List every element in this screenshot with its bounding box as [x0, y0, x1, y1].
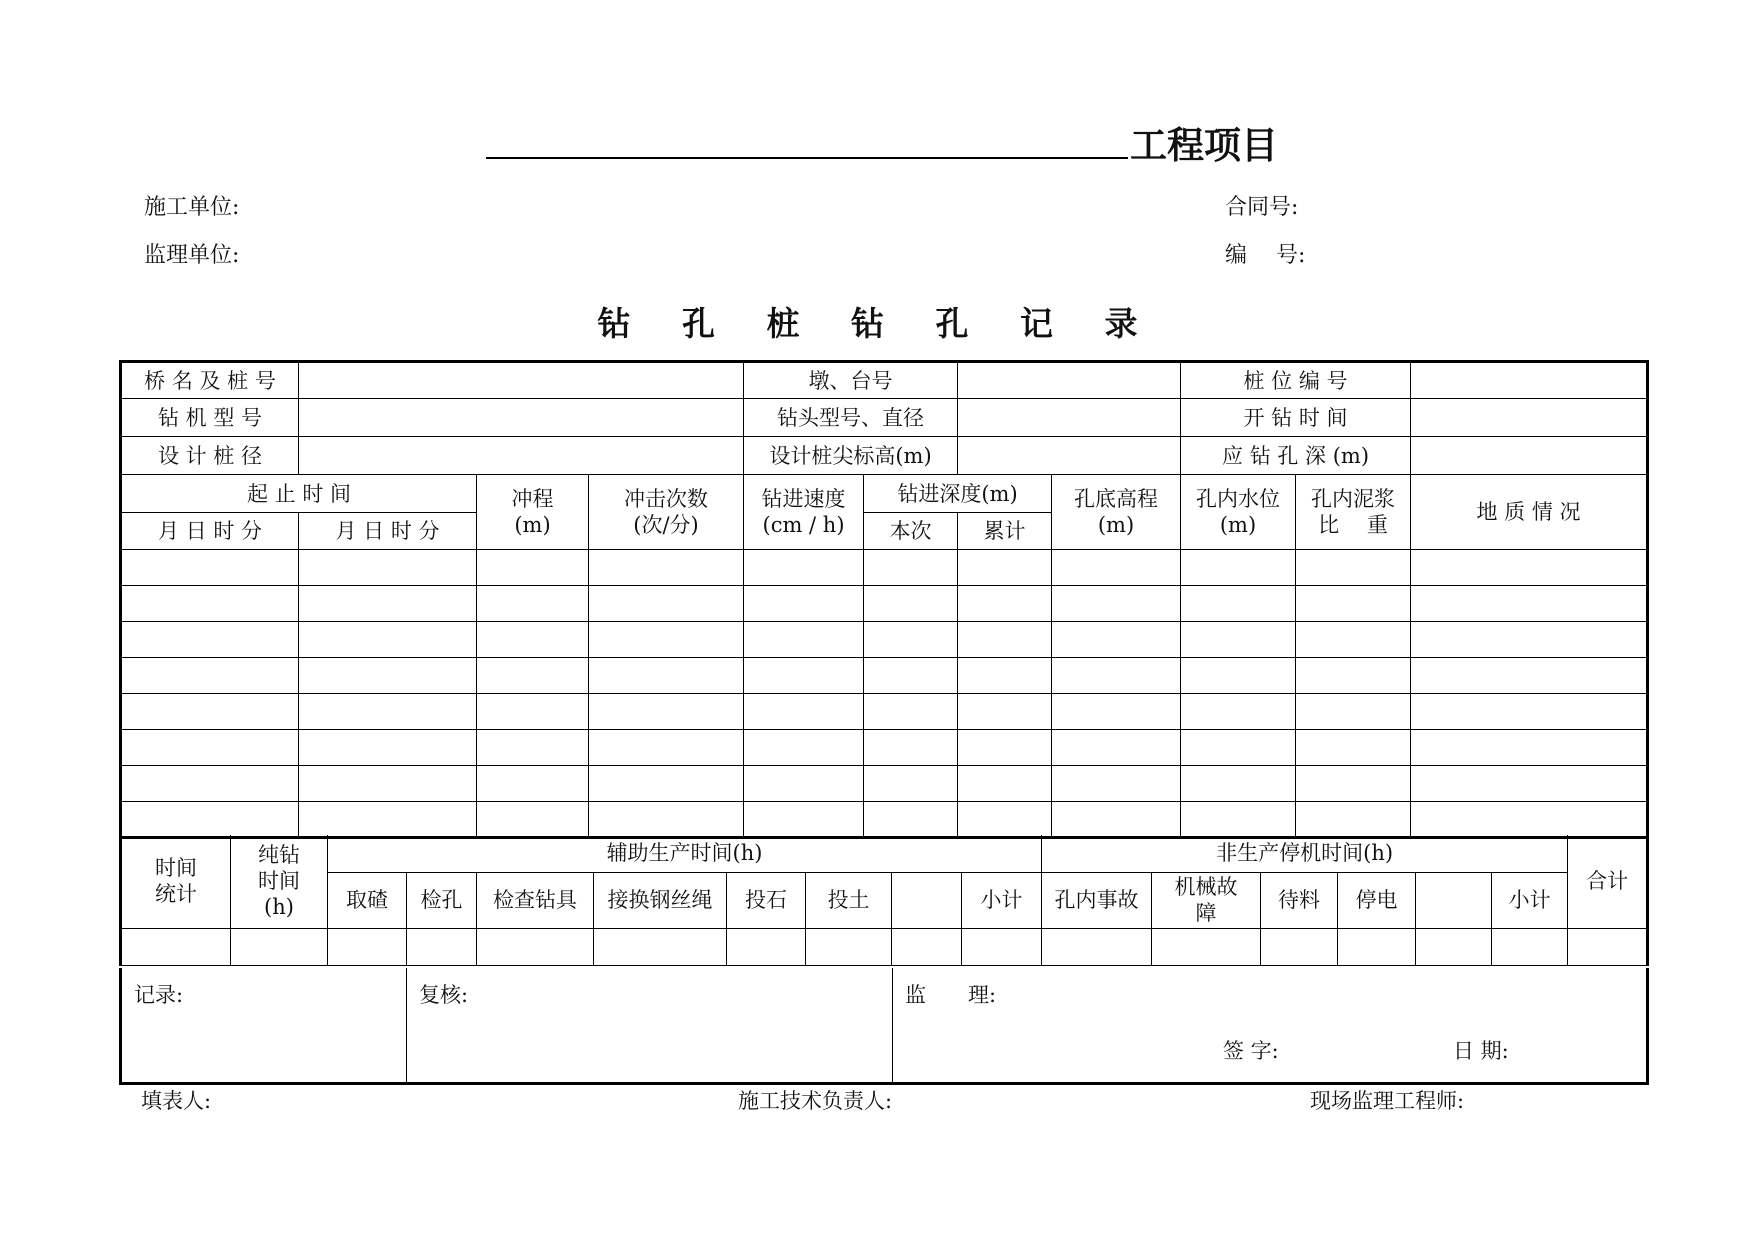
cell[interactable] [958, 730, 1052, 766]
record-label: 记录: [134, 983, 184, 1007]
aux-item-label: 投石 [727, 872, 806, 928]
impacts-header: 冲击次数 (次/分) [589, 475, 744, 550]
cell[interactable] [958, 694, 1052, 730]
tech-lead-label: 施工技术负责人: [738, 1089, 893, 1113]
cell[interactable] [1181, 658, 1296, 694]
time-stats-table [119, 835, 1649, 966]
cell[interactable] [121, 694, 299, 730]
aux-item-label: 投土 [806, 872, 892, 928]
cell[interactable] [121, 766, 299, 802]
filler-label: 填表人: [141, 1089, 212, 1113]
cell[interactable] [892, 928, 962, 965]
non-item-blank[interactable] [1416, 872, 1492, 928]
cell[interactable] [1492, 928, 1568, 965]
cell[interactable] [958, 802, 1052, 838]
cell[interactable] [806, 928, 892, 965]
total-label: 合计 [1568, 835, 1648, 928]
serial-no-label: 编 号: [1225, 243, 1306, 268]
cell[interactable] [1296, 550, 1411, 586]
supervisor-label: 监 理: [905, 983, 997, 1007]
cell[interactable] [864, 766, 958, 802]
start-sub-header: 月 日 时 分 [121, 513, 299, 550]
cell[interactable] [589, 694, 744, 730]
pier-no-field[interactable] [958, 362, 1181, 399]
info-row [121, 399, 1648, 437]
rig-model-field[interactable] [299, 399, 744, 437]
cell[interactable] [744, 802, 864, 838]
log-row [121, 694, 1648, 730]
log-row [121, 802, 1648, 838]
cell[interactable] [1181, 622, 1296, 658]
bottom-elev-header: 孔底高程 (m) [1052, 475, 1181, 550]
cell[interactable] [1416, 928, 1492, 965]
cell[interactable] [1296, 622, 1411, 658]
cell[interactable] [1052, 730, 1181, 766]
end-sub-header: 月 日 时 分 [299, 513, 477, 550]
cell[interactable] [1052, 658, 1181, 694]
info-row [121, 437, 1648, 475]
aux-time-header: 辅助生产时间(h) [328, 835, 1042, 872]
depth-this-header: 本次 [864, 513, 958, 550]
cell[interactable] [1052, 766, 1181, 802]
cell[interactable] [1052, 550, 1181, 586]
cell[interactable] [727, 928, 806, 965]
aux-subtotal-label: 小计 [962, 872, 1042, 928]
speed-header: 钻进速度 (cm / h) [744, 475, 864, 550]
cell[interactable] [121, 658, 299, 694]
cell[interactable] [299, 694, 477, 730]
cell[interactable] [962, 928, 1042, 965]
non-item-label: 孔内事故 [1042, 872, 1152, 928]
cell[interactable] [864, 694, 958, 730]
bit-model-label: 钻头型号、直径 [744, 399, 958, 437]
depth-total-header: 累计 [958, 513, 1052, 550]
cell[interactable] [589, 766, 744, 802]
cell[interactable] [1152, 928, 1261, 965]
geology-header: 地 质 情 况 [1411, 475, 1648, 550]
cell[interactable] [1411, 586, 1648, 622]
cell[interactable] [1052, 586, 1181, 622]
rig-model-label: 钻 机 型 号 [121, 399, 299, 437]
cell[interactable] [744, 586, 864, 622]
cell[interactable] [1296, 658, 1411, 694]
site-engineer-label: 现场监理工程师: [1310, 1089, 1465, 1113]
cell[interactable] [864, 550, 958, 586]
cell[interactable] [1052, 622, 1181, 658]
cell[interactable] [1296, 802, 1411, 838]
info-row [121, 362, 1648, 399]
bridge-pile-label: 桥 名 及 桩 号 [121, 362, 299, 399]
drilling-record-table [119, 360, 1649, 839]
cell[interactable] [589, 802, 744, 838]
cell[interactable] [744, 766, 864, 802]
cell[interactable] [299, 730, 477, 766]
cell[interactable] [958, 658, 1052, 694]
cell[interactable] [121, 802, 299, 838]
cell[interactable] [958, 550, 1052, 586]
cell[interactable] [299, 766, 477, 802]
pure-drilling-time-label: 纯钻 时间 (h) [231, 835, 328, 928]
non-item-label: 停电 [1338, 872, 1416, 928]
cell[interactable] [1052, 802, 1181, 838]
log-row [121, 730, 1648, 766]
non-production-time-header: 非生产停机时间(h) [1042, 835, 1568, 872]
log-row [121, 550, 1648, 586]
aux-item-label: 检查钻具 [477, 872, 594, 928]
bridge-pile-field[interactable] [299, 362, 744, 399]
cell[interactable] [744, 622, 864, 658]
cell[interactable] [299, 586, 477, 622]
cell[interactable] [1338, 928, 1416, 965]
cell[interactable] [1411, 658, 1648, 694]
cell[interactable] [477, 766, 589, 802]
cell[interactable] [1052, 694, 1181, 730]
water-level-header: 孔内水位 (m) [1181, 475, 1296, 550]
cell[interactable] [477, 730, 589, 766]
stroke-header: 冲程 (m) [477, 475, 589, 550]
cell[interactable] [589, 730, 744, 766]
cell[interactable] [1411, 622, 1648, 658]
cell[interactable] [958, 586, 1052, 622]
cell[interactable] [1411, 766, 1648, 802]
cell[interactable] [1261, 928, 1338, 965]
time-stats-subheader-row [121, 872, 1648, 928]
non-item-label: 机械故障 [1152, 872, 1261, 928]
cell[interactable] [744, 694, 864, 730]
construction-unit-label: 施工单位: [144, 195, 240, 220]
cell[interactable] [1181, 802, 1296, 838]
start-end-time-header: 起 止 时 间 [121, 475, 477, 513]
cell[interactable] [1181, 730, 1296, 766]
cell[interactable] [1296, 766, 1411, 802]
sign-label: 签 字: [1223, 1039, 1279, 1063]
cell[interactable] [1411, 694, 1648, 730]
cell[interactable] [1296, 730, 1411, 766]
cell[interactable] [407, 928, 477, 965]
review-label: 复核: [419, 983, 469, 1007]
cell[interactable] [1568, 928, 1648, 965]
supervisor-cell[interactable] [893, 968, 1648, 1083]
log-row [121, 586, 1648, 622]
start-time-field[interactable] [1411, 399, 1648, 437]
cell[interactable] [864, 730, 958, 766]
cell[interactable] [121, 622, 299, 658]
cell[interactable] [744, 730, 864, 766]
signature-table [119, 968, 1649, 1085]
pier-no-label: 墩、台号 [744, 362, 958, 399]
design-diameter-field[interactable] [299, 437, 744, 475]
cell[interactable] [477, 550, 589, 586]
log-row [121, 622, 1648, 658]
cell[interactable] [231, 928, 328, 965]
cell[interactable] [589, 586, 744, 622]
cell[interactable] [589, 550, 744, 586]
cell[interactable] [121, 730, 299, 766]
cell[interactable] [1181, 694, 1296, 730]
time-stats-value-row [121, 928, 1648, 965]
cell[interactable] [864, 802, 958, 838]
required-depth-label: 应 钻 孔 深 (m) [1181, 437, 1411, 475]
cell[interactable] [1181, 586, 1296, 622]
design-tip-elev-label: 设计桩尖标高(m) [744, 437, 958, 475]
cell[interactable] [958, 766, 1052, 802]
cell[interactable] [589, 622, 744, 658]
cell[interactable] [958, 622, 1052, 658]
cell[interactable] [1181, 766, 1296, 802]
cell[interactable] [299, 658, 477, 694]
log-row [121, 658, 1648, 694]
cell[interactable] [1296, 586, 1411, 622]
supervision-unit-label: 监理单位: [144, 243, 240, 268]
design-diameter-label: 设 计 桩 径 [121, 437, 299, 475]
cell[interactable] [1296, 694, 1411, 730]
review-cell[interactable] [407, 968, 893, 1083]
cell[interactable] [744, 658, 864, 694]
design-tip-elev-field[interactable] [958, 437, 1181, 475]
aux-item-label: 检孔 [407, 872, 477, 928]
aux-item-blank[interactable] [892, 872, 962, 928]
aux-item-label: 接换钢丝绳 [594, 872, 727, 928]
signature-row [121, 968, 1648, 1083]
log-row [121, 766, 1648, 802]
cell[interactable] [1181, 550, 1296, 586]
cell[interactable] [299, 550, 477, 586]
cell[interactable] [477, 928, 594, 965]
pile-position-field[interactable] [1411, 362, 1648, 399]
cell[interactable] [328, 928, 407, 965]
cell[interactable] [477, 658, 589, 694]
time-stats-header-row [121, 835, 1648, 872]
project-name-line[interactable] [486, 157, 1128, 159]
cell[interactable] [477, 694, 589, 730]
record-cell[interactable] [121, 968, 407, 1083]
cell[interactable] [121, 928, 231, 965]
document-title: 钻 孔 桩 钻 孔 记 录 [597, 304, 1158, 343]
non-item-label: 待料 [1261, 872, 1338, 928]
cell[interactable] [121, 586, 299, 622]
cell[interactable] [864, 586, 958, 622]
start-time-label: 开 钻 时 间 [1181, 399, 1411, 437]
depth-header: 钻进深度(m) [864, 475, 1052, 513]
cell[interactable] [477, 622, 589, 658]
date-label: 日 期: [1453, 1039, 1509, 1063]
cell[interactable] [1411, 550, 1648, 586]
required-depth-field[interactable] [1411, 437, 1648, 475]
project-title-suffix: 工程项目 [1130, 124, 1278, 167]
cell[interactable] [299, 622, 477, 658]
aux-item-label: 取碴 [328, 872, 407, 928]
time-stats-label: 时间 统计 [121, 835, 231, 928]
cell[interactable] [864, 658, 958, 694]
cell[interactable] [1042, 928, 1152, 965]
cell[interactable] [121, 550, 299, 586]
contract-no-label: 合同号: [1225, 195, 1299, 220]
log-header-row [121, 475, 1648, 513]
cell[interactable] [864, 622, 958, 658]
cell[interactable] [477, 802, 589, 838]
mud-header: 孔内泥浆 比 重 [1296, 475, 1411, 550]
cell[interactable] [589, 658, 744, 694]
cell[interactable] [1411, 802, 1648, 838]
cell[interactable] [1411, 730, 1648, 766]
cell[interactable] [744, 550, 864, 586]
cell[interactable] [477, 586, 589, 622]
cell[interactable] [299, 802, 477, 838]
pile-position-label: 桩 位 编 号 [1181, 362, 1411, 399]
cell[interactable] [594, 928, 727, 965]
bit-model-field[interactable] [958, 399, 1181, 437]
non-subtotal-label: 小计 [1492, 872, 1568, 928]
